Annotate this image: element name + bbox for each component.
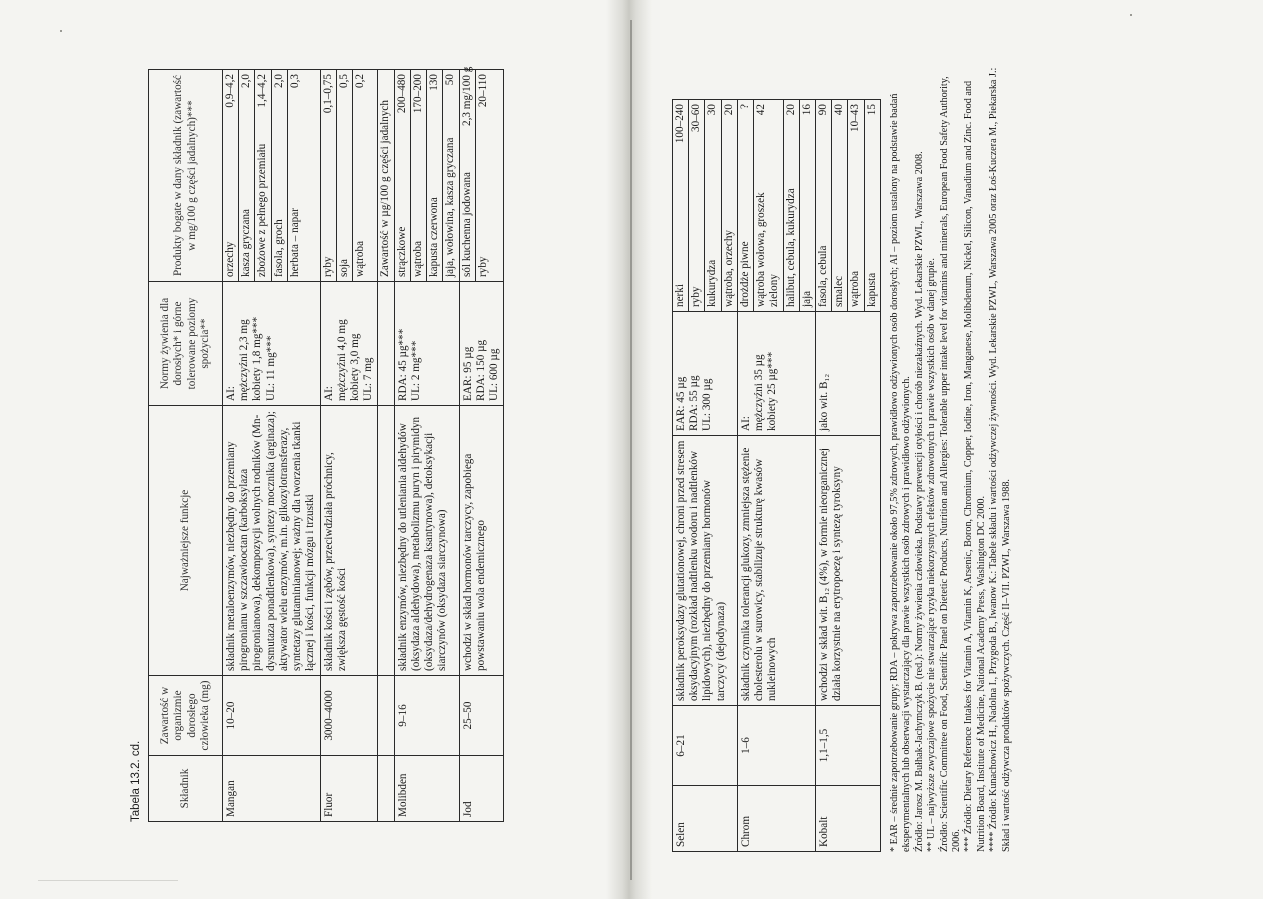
norm-line: RDA: 150 µg [474,339,487,401]
product-amount: 40 [832,100,848,160]
products-list [378,70,393,281]
right-page [672,52,1092,852]
product-row [460,70,476,281]
product-amount: 10–43 [848,100,864,160]
table-body [673,100,881,852]
products-list [673,100,737,311]
product-amount: 0,5 [336,70,352,130]
product-name: wątroba wołowa, groszek zielony [754,160,783,311]
table-row [737,100,815,852]
table-row [378,70,394,822]
product-name: ryby [689,160,705,311]
products-cell [673,100,738,312]
product-amount: ? [738,100,754,160]
norm-line: EAR: 45 µg [675,376,687,431]
minerals-table-left [148,66,504,822]
product-row [754,100,783,311]
table-row [459,70,504,822]
header-functions: Najważniejsze funkcje [149,406,223,676]
product-name: wątroba [848,160,864,311]
product-name: herbata – napar [288,208,301,277]
footnote: Źródło: Scientific Committee on Food, Scientific Panel on Dietetic Products, Nutrition and Allergies: Tolerable upper intake level for vitamins and minerals, European Food Safety Authority, 2006. [938,76,963,852]
functions-text: składnik peroksydazy glutationowej, chroni przed stresem oksydacyjnym (rozkład nadtlenku wodoru i nadtlenków lipidowych), niezbędny do przemiany hormonów tarczycy (dejodynaza) [673,436,738,706]
content-amount: 9–16 [394,676,459,756]
left-page [130,60,590,822]
header-norms: Normy żywienia dla dorosłych* i górne tolerowane poziomy spożycia** [149,282,223,406]
products-list [460,66,491,281]
product-name: kukurydza [705,160,721,311]
norm-line: kobiety 25 µg*** [766,351,779,431]
product-amount: 2,3 mg/100 g [460,70,476,130]
products-cell [223,70,321,282]
footnote: ** UL – najwyższe zwyczajowe spożycie nie stwarzające ryzyka niekorzystnych efektów zdrowotnych u prawie wszystkich osób w danej grupie. [926,258,938,852]
product-name: wątroba [410,130,426,281]
component-name: Kobalt [815,786,880,852]
product-name: jaja, wołowina, kasza gryczana [444,137,457,277]
footnote: **** Źródło: Kunachowicz H., Nadolna I., Przygoda B., Iwanow K.: Tabele składu i wartości odżywczej żywności. Wyd. Lekarskie PZWL, Warszawa 2005 oraz Łoś-Kuczera M., Piekarska J.: Skład i wartość odżywcza produktów spożywczych. Część II–VII. PZWL, Warszawa 1988. [988,67,1012,852]
norms-cell [320,282,378,406]
binding-line [630,20,632,880]
product-name: wątroba [353,240,366,277]
norm-line: EAR: 95 µg [461,346,474,401]
content-amount: 10–20 [223,676,321,756]
product-name: wątroba, orzechy [722,229,735,307]
product-name: fasola, cebula [816,160,832,311]
norms-cell [673,312,738,436]
norm-line: AI: [322,386,335,401]
product-amount: 170–200 [410,70,426,130]
products-cell [378,70,394,282]
product-amount: 42 [754,100,783,160]
product-amount: 50 [444,74,457,86]
product-name: sól kuchenna jodowana [460,130,476,281]
product-name: Zawartość w µg/100 g części jadalnych [379,100,392,277]
product-amount: 30–60 [689,100,705,160]
scan-speck [38,880,178,881]
norm-line: AI: [225,386,237,401]
norm-line: mężczyźni 35 µg [753,354,766,431]
product-amount: 20–110 [476,74,489,108]
product-amount: 100–240 [673,100,689,160]
scan-speck [1130,14,1132,16]
product-row [321,70,337,281]
minerals-table-right [672,99,881,852]
product-amount: 0,2 [353,74,366,88]
table-row [394,70,459,822]
product-row [427,70,443,281]
norm-line: RDA: 45 µg*** [396,328,409,401]
norms-cell [815,312,880,436]
norm-line: mężczyźni 4,0 mg [335,319,348,401]
header-component: Składnik [149,756,223,822]
product-name: orzechy [223,130,239,281]
norms-cell [223,282,321,406]
product-row [864,100,880,311]
product-row [336,70,352,281]
functions-text [378,406,394,676]
product-row [287,70,303,281]
product-name: ryby [321,130,337,281]
product-name: halibut, cebula, kukurydza [783,160,799,311]
norm-line: UL: 300 µg [701,378,714,431]
component-name: Fluor [320,756,378,822]
products-list [395,70,459,281]
component-name: Chrom [737,786,815,852]
product-amount: 30 [705,100,721,160]
content-amount: 1,1–1,5 [815,706,880,786]
products-cell [815,100,880,312]
product-amount: 0,1–0,75 [321,70,337,130]
product-row [721,100,737,311]
functions-text: składnik kości i zębów, przeciwdziała próchnicy, zwiększa gęstość kości [320,406,378,676]
component-name: Selen [673,786,738,852]
product-name: kapusta [865,272,878,307]
component-name: Mangan [223,756,321,822]
norm-line: UL: 600 µg [487,348,500,401]
norms-cell [378,282,394,406]
footnote: Źródło: Jarosz M. Bułhak-Jachymczyk B. (red.): Normy żywienia człowieka. Podstawy prewencji otyłości i chorób niezakaźnych. Wyd. Lekarskie PZWL, Warszawa 2008. [913,151,925,852]
product-name: kasza gryczana [239,130,255,281]
product-amount: 15 [865,104,878,116]
component-name: Molibden [394,756,459,822]
page-gutter [606,0,652,899]
table-row [320,70,378,822]
product-row [738,100,754,311]
header-content: Zawartość w organizmie dorosłego człowieka (mg) [149,676,223,756]
norm-line: jako wit. B₁₂ [817,373,830,431]
component-name [378,756,394,822]
products-list [738,100,815,311]
products-cell [459,66,504,282]
table-row [673,100,738,852]
norm-line: AI: [739,416,752,431]
product-name: zbożowe z pełnego przemiału [255,130,271,281]
table-row [815,100,880,852]
product-amount: 90 [816,100,832,160]
product-row [475,70,491,281]
product-name: nerki [673,160,689,311]
norm-line: mężczyźni 2,3 mg [238,319,251,401]
product-name: fasola, groch [271,130,287,281]
product-amount: 16 [800,104,813,116]
table-header-row [149,70,223,822]
product-name: soja [336,130,352,281]
products-list [816,100,880,311]
scan-speck [60,30,62,32]
product-row [783,100,799,311]
product-name: kapusta czerwona [427,130,443,281]
product-row [689,100,705,311]
norm-line: RDA: 55 µg [688,375,701,431]
product-amount: 2,0 [271,70,287,130]
products-cell [320,70,378,282]
product-row [443,70,459,281]
header-products: Produkty bogate w dany składnik (zawartość w mg/100 g części jadalnych)*** [149,70,223,282]
functions-text: składnik metaloenzymów, niezbędny do przemiany pirogronianu w szczawiooctan (karboksylaza pirogronianowa), dekompozycji wolnych rodników (Mn-dysmutaza ponadtlenkowa), syntezy mocznika (arginaza); aktywator wielu enzymów, m.in. glikozylotransferazy, syntetazy glutaminianowej; ważny dla tworzenia tkanki łącznej i kości, funkcji mózgu i trzustki [223,406,321,676]
component-name: Jod [459,756,504,822]
product-row [255,70,271,281]
product-amount: 130 [427,70,443,130]
norms-cell [459,282,504,406]
product-amount: 1,4–4,2 [255,70,271,130]
product-row [705,100,721,311]
product-name: ryby [476,256,489,277]
footnote: * EAR – średnie zapotrzebowanie grupy; RDA – pokrywa zapotrzebowanie około 97,5% zdrowych, prawidłowo odżywionych osób dorosłych; AI – poziom ustalony na podstawie badań eksperymentalnych lub obserwacji wystarczający dla prawie wszystkich osób zdrowych i prawidłowo odżywionych. [888,93,913,852]
product-amount: 20 [783,100,799,160]
functions-text: wchodzi w skład wit. B₁₂ (4%), w formie nieorganicznej działa korzystnie na erytropoezę i syntezę tyroksyny [815,436,880,706]
product-row [832,100,848,311]
product-name: smalec [832,160,848,311]
content-amount: 3000–4000 [320,676,378,756]
norm-line: kobiety 1,8 mg*** [251,316,264,401]
functions-text: wchodzi w skład hormonów tarczycy, zapobiega powstawaniu wola endemicznego [459,406,504,676]
product-name: strączkowe [395,130,411,281]
table-row [223,70,321,822]
product-row [395,70,411,281]
table-caption: Tabela 13.2. cd. [130,740,142,822]
norms-cell [394,282,459,406]
product-row [352,70,368,281]
footnote: *** Źródło: Dietary Reference Intakes for Vitamin A, Vitamin K, Arsenic, Boron, Chromium, Copper, Iodine, Iron, Manganese, Molibdenum, Nickel, Silicon, Vanadium and Zinc. Food and Nutrition Board, Institute of Medicine, National Academy Press, Washington DC 2000. [963,80,987,852]
product-amount: 0,9–4,2 [223,70,239,130]
content-amount: 25–50 [459,676,504,756]
products-list [321,70,369,281]
norm-line: UL: 7 mg [362,357,375,401]
norm-line: UL: 2 mg*** [409,340,422,401]
product-row [239,70,255,281]
functions-text: składnik enzymów, niezbędny do utleniania aldehydów (oksydaza aldehydowa), metabolizmu puryn i pirymidyn (oksydaza/dehydrogenaza ksantynowa), detoksykacji siarczynów (oksydaza siarczynowa) [394,406,459,676]
product-amount: 20 [722,104,735,116]
content-amount [378,676,394,756]
functions-text: składnik czynnika tolerancji glukozy, zmniejsza stężenie cholesterolu w surowicy, stabilizuje strukturę kwasów nukleinowych [737,436,815,706]
product-name: jaja [800,290,813,307]
norm-line: UL: 11 mg*** [264,335,277,401]
norms-cell [737,312,815,436]
table-body [223,66,504,822]
product-row [271,70,287,281]
product-row [799,100,815,311]
products-list [223,70,303,281]
product-row [223,70,239,281]
content-amount: 1–6 [737,706,815,786]
product-row [378,70,393,281]
products-cell [737,100,815,312]
products-cell [394,70,459,282]
norm-line: kobiety 3,0 mg [348,333,361,401]
product-row [673,100,689,311]
product-name: drożdże piwne [738,160,754,311]
product-row [848,100,864,311]
content-amount: 6–21 [673,706,738,786]
product-amount: 0,3 [288,74,301,88]
footnotes [889,52,1013,852]
product-row [816,100,832,311]
product-amount: 200–480 [395,70,411,130]
product-row [410,70,426,281]
product-amount: 2,0 [239,70,255,130]
